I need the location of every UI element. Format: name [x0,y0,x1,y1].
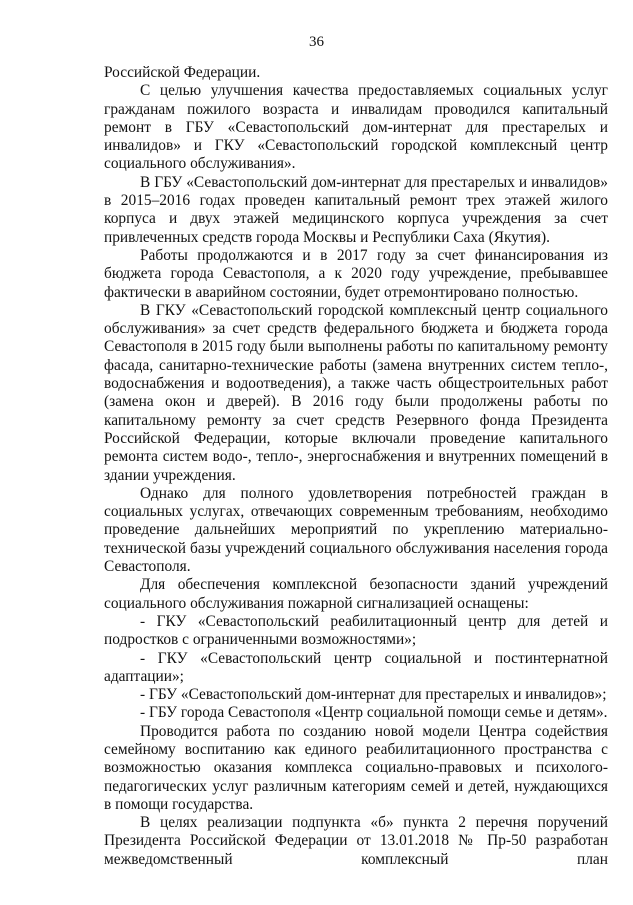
list-item-1: - ГКУ «Севастопольский реабилитационный центр для детей и подростков с ограниченными возможностями»; [104,612,608,649]
list-item-4: - ГБУ города Севастополя «Центр социальной помощи семье и детям». [140,704,608,722]
document-body [104,64,608,869]
page-number: 36 [309,34,324,50]
paragraph-1: Российской Федерации. [104,64,261,81]
paragraph-2: С целью улучшения качества предоставляемых социальных услуг гражданам пожилого возраста и инвалидам проводился капитальный ремонт в ГБУ «Севастопольский дом-интернат для престарелых и инвалидов» и ГКУ «Севастопольский городской комплексный центр социального обслуживания». [104,82,608,173]
paragraph-6: Однако для полного удовлетворения потребностей граждан в социальных услугах, отвечающих современным требованиям, необходимо проведение дальнейших мероприятий по укреплению материально-технической базы учреждений социального обслуживания населения города Севастополя. [104,484,608,576]
paragraph-3: В ГБУ «Севастопольский дом-интернат для престарелых и инвалидов» в 2015–2016 годах проведен капитальный ремонт трех этажей жилого корпуса и двух этажей медицинского корпуса учреждения за счет привлеченных средств города Москвы и Республики Саха (Якутия). [104,173,608,246]
paragraph-8: Проводится работа по созданию новой модели Центра содействия семейному воспитанию как единого реабилитационного пространства с возможностью оказания комплекса социально-правовых и психолого-педагогических услуг различным категориям семей и детей, нуждающихся в помощи государства. [104,722,608,813]
paragraph-4: Работы продолжаются и в 2017 году за счет финансирования из бюджета города Севастополя, а к 2020 году учреждение, пребывавшее фактически в аварийном состоянии, будет отремонтировано полностью. [104,246,608,301]
list-item-2: - ГКУ «Севастопольский центр социальной и постинтернатной адаптации»; [104,649,608,685]
list-item-3: - ГБУ «Севастопольский дом-интернат для престарелых и инвалидов»; [140,686,607,704]
paragraph-9: В целях реализации подпункта «б» пункта 2 перечня поручений Президента Российской Федерации от 13.01.2018 № Пр-50 разработан межведомственный комплексный план [104,814,608,868]
paragraph-5: В ГКУ «Севастопольский городской комплексный центр социального обслуживания» за счет средств федерального бюджета и бюджета города Севастополя в 2015 году были выполнены работы по капитальному ремонту фасада, санитарно-технические работы (замена внутренних систем тепло-, водоснабжения и водоотведения), а также часть общестроительных работ (замена окон и дверей). В 2016 году были продолжены работы по капитальному ремонту за счет средств Резервного фонда Президента Российской Федерации, которые включали проведение капитального ремонта систем водо-, тепло-, энергоснабжения и внутренних помещений в здании учреждения. [104,301,608,484]
paragraph-7: Для обеспечения комплексной безопасности зданий учреждений социального обслуживания пожарной сигнализацией оснащены: [104,576,608,612]
